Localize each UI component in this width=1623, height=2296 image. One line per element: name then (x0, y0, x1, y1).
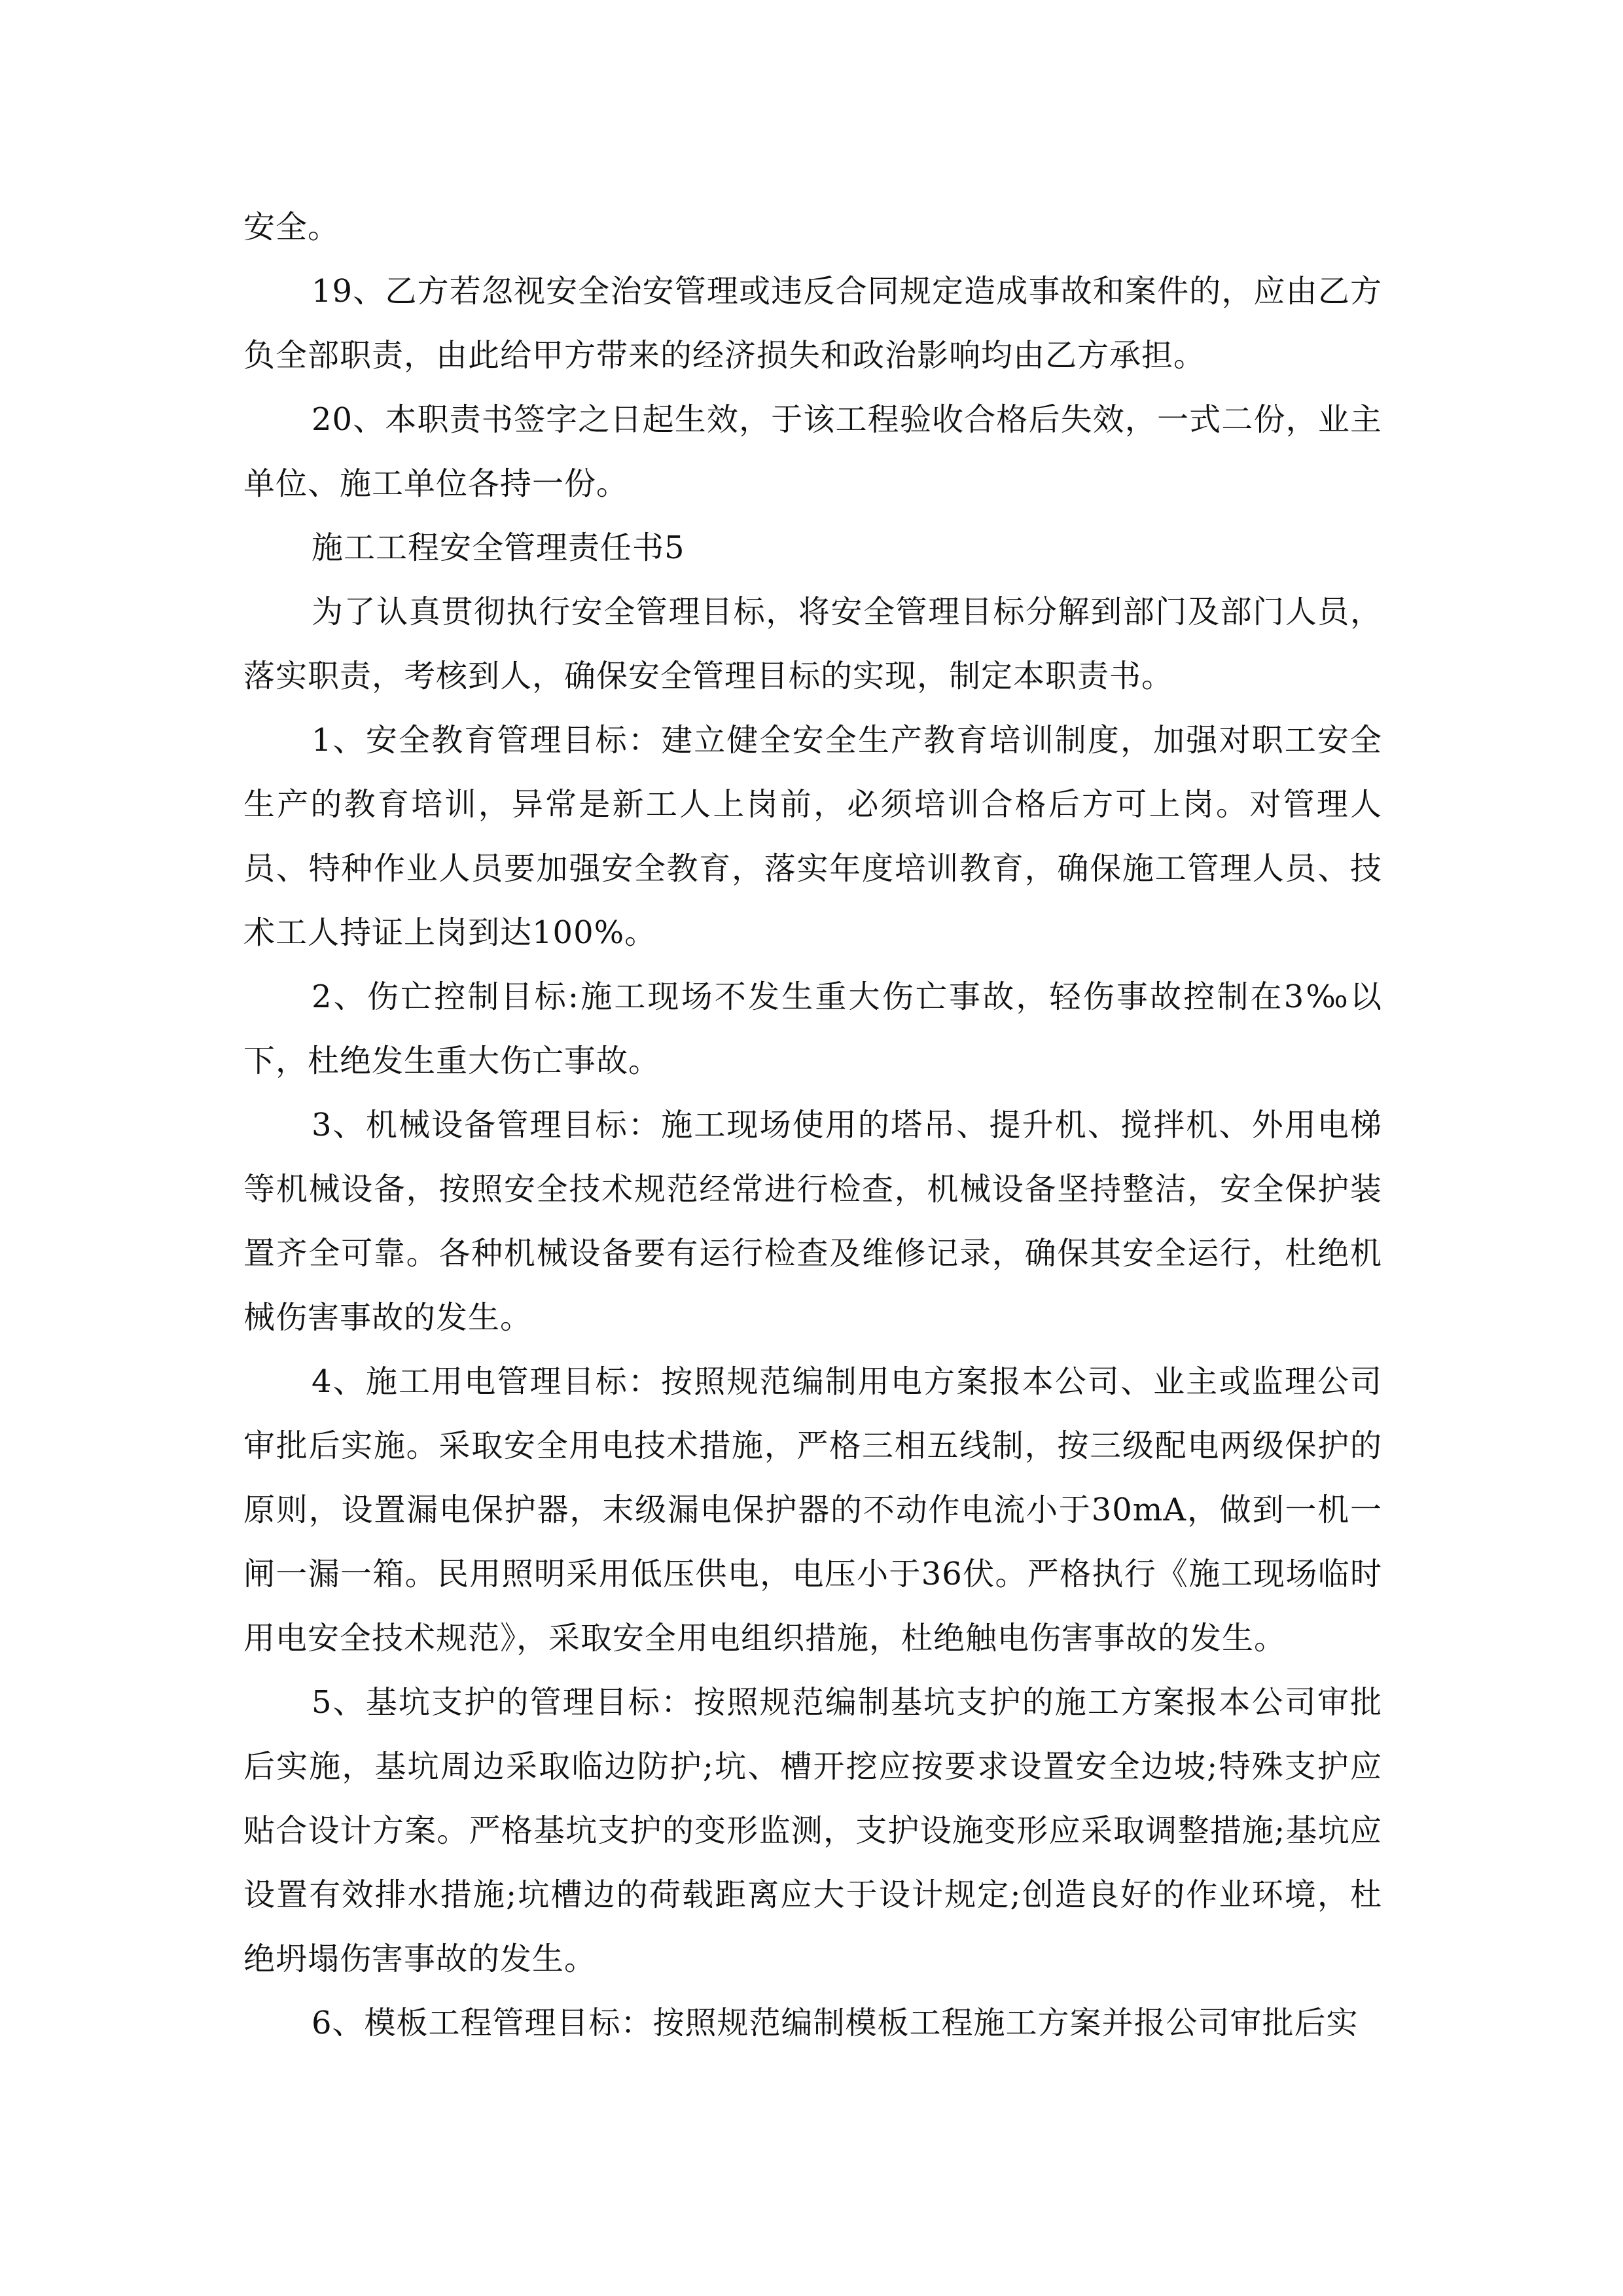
paragraph-intro: 为了认真贯彻执行安全管理目标，将安全管理目标分解到部门及部门人员，落实职责，考核到人，确保安全管理目标的实现，制定本职责书。 (243, 594, 1382, 694)
paragraph-item-19: 19、乙方若忽视安全治安管理或违反合同规定造成事故和案件的，应由乙方负全部职责，由此给甲方带来的经济损失和政治影响均由乙方承担。 (243, 273, 1382, 374)
paragraph-item-4: 4、施工用电管理目标：按照规范编制用电方案报本公司、业主或监理公司审批后实施。采取安全用电技术措施，严格三相五线制，按三级配电两级保护的原则，设置漏电保护器，末级漏电保护器的不动作电流小于30mA，做到一机一闸一漏一箱。民用照明采用低压供电，电压小于36伏。严格执行《施工现场临时用电安全技术规范》，采取安全用电组织措施，杜绝触电伤害事故的发生。 (243, 1363, 1382, 1657)
document-body (243, 195, 1382, 2055)
section-heading: 施工工程安全管理责任书5 (312, 529, 685, 566)
paragraph-item-20: 20、本职责书签字之日起生效，于该工程验收合格后失效，一式二份，业主单位、施工单位各持一份。 (243, 401, 1382, 502)
paragraph-item-3: 3、机械设备管理目标：施工现场使用的塔吊、提升机、搅拌机、外用电梯等机械设备，按照安全技术规范经常进行检查，机械设备坚持整洁，安全保护装置齐全可靠。各种机械设备要有运行检查及维修记录，确保其安全运行，杜绝机械伤害事故的发生。 (243, 1107, 1382, 1336)
paragraph-item-1: 1、安全教育管理目标：建立健全安全生产教育培训制度，加强对职工安全生产的教育培训，异常是新工人上岗前，必须培训合格后方可上岗。对管理人员、特种作业人员要加强安全教育，落实年度培训教育，确保施工管理人员、技术工人持证上岗到达100%。 (243, 722, 1382, 951)
paragraph-continuation: 安全。 (243, 209, 340, 245)
paragraph-item-5: 5、基坑支护的管理目标：按照规范编制基坑支护的施工方案报本公司审批后实施，基坑周边采取临边防护;坑、槽开挖应按要求设置安全边坡;特殊支护应贴合设计方案。严格基坑支护的变形监测，支护设施变形应采取调整措施;基坑应设置有效排水措施;坑槽边的荷载距离应大于设计规定;创造良好的作业环境，杜绝坍塌伤害事故的发生。 (243, 1684, 1382, 1977)
paragraph-item-6: 6、模板工程管理目标：按照规范编制模板工程施工方案并报公司审批后实 (312, 2005, 1359, 2041)
paragraph-item-2: 2、伤亡控制目标:施工现场不发生重大伤亡事故，轻伤事故控制在3‰以下，杜绝发生重大伤亡事故。 (243, 978, 1382, 1079)
